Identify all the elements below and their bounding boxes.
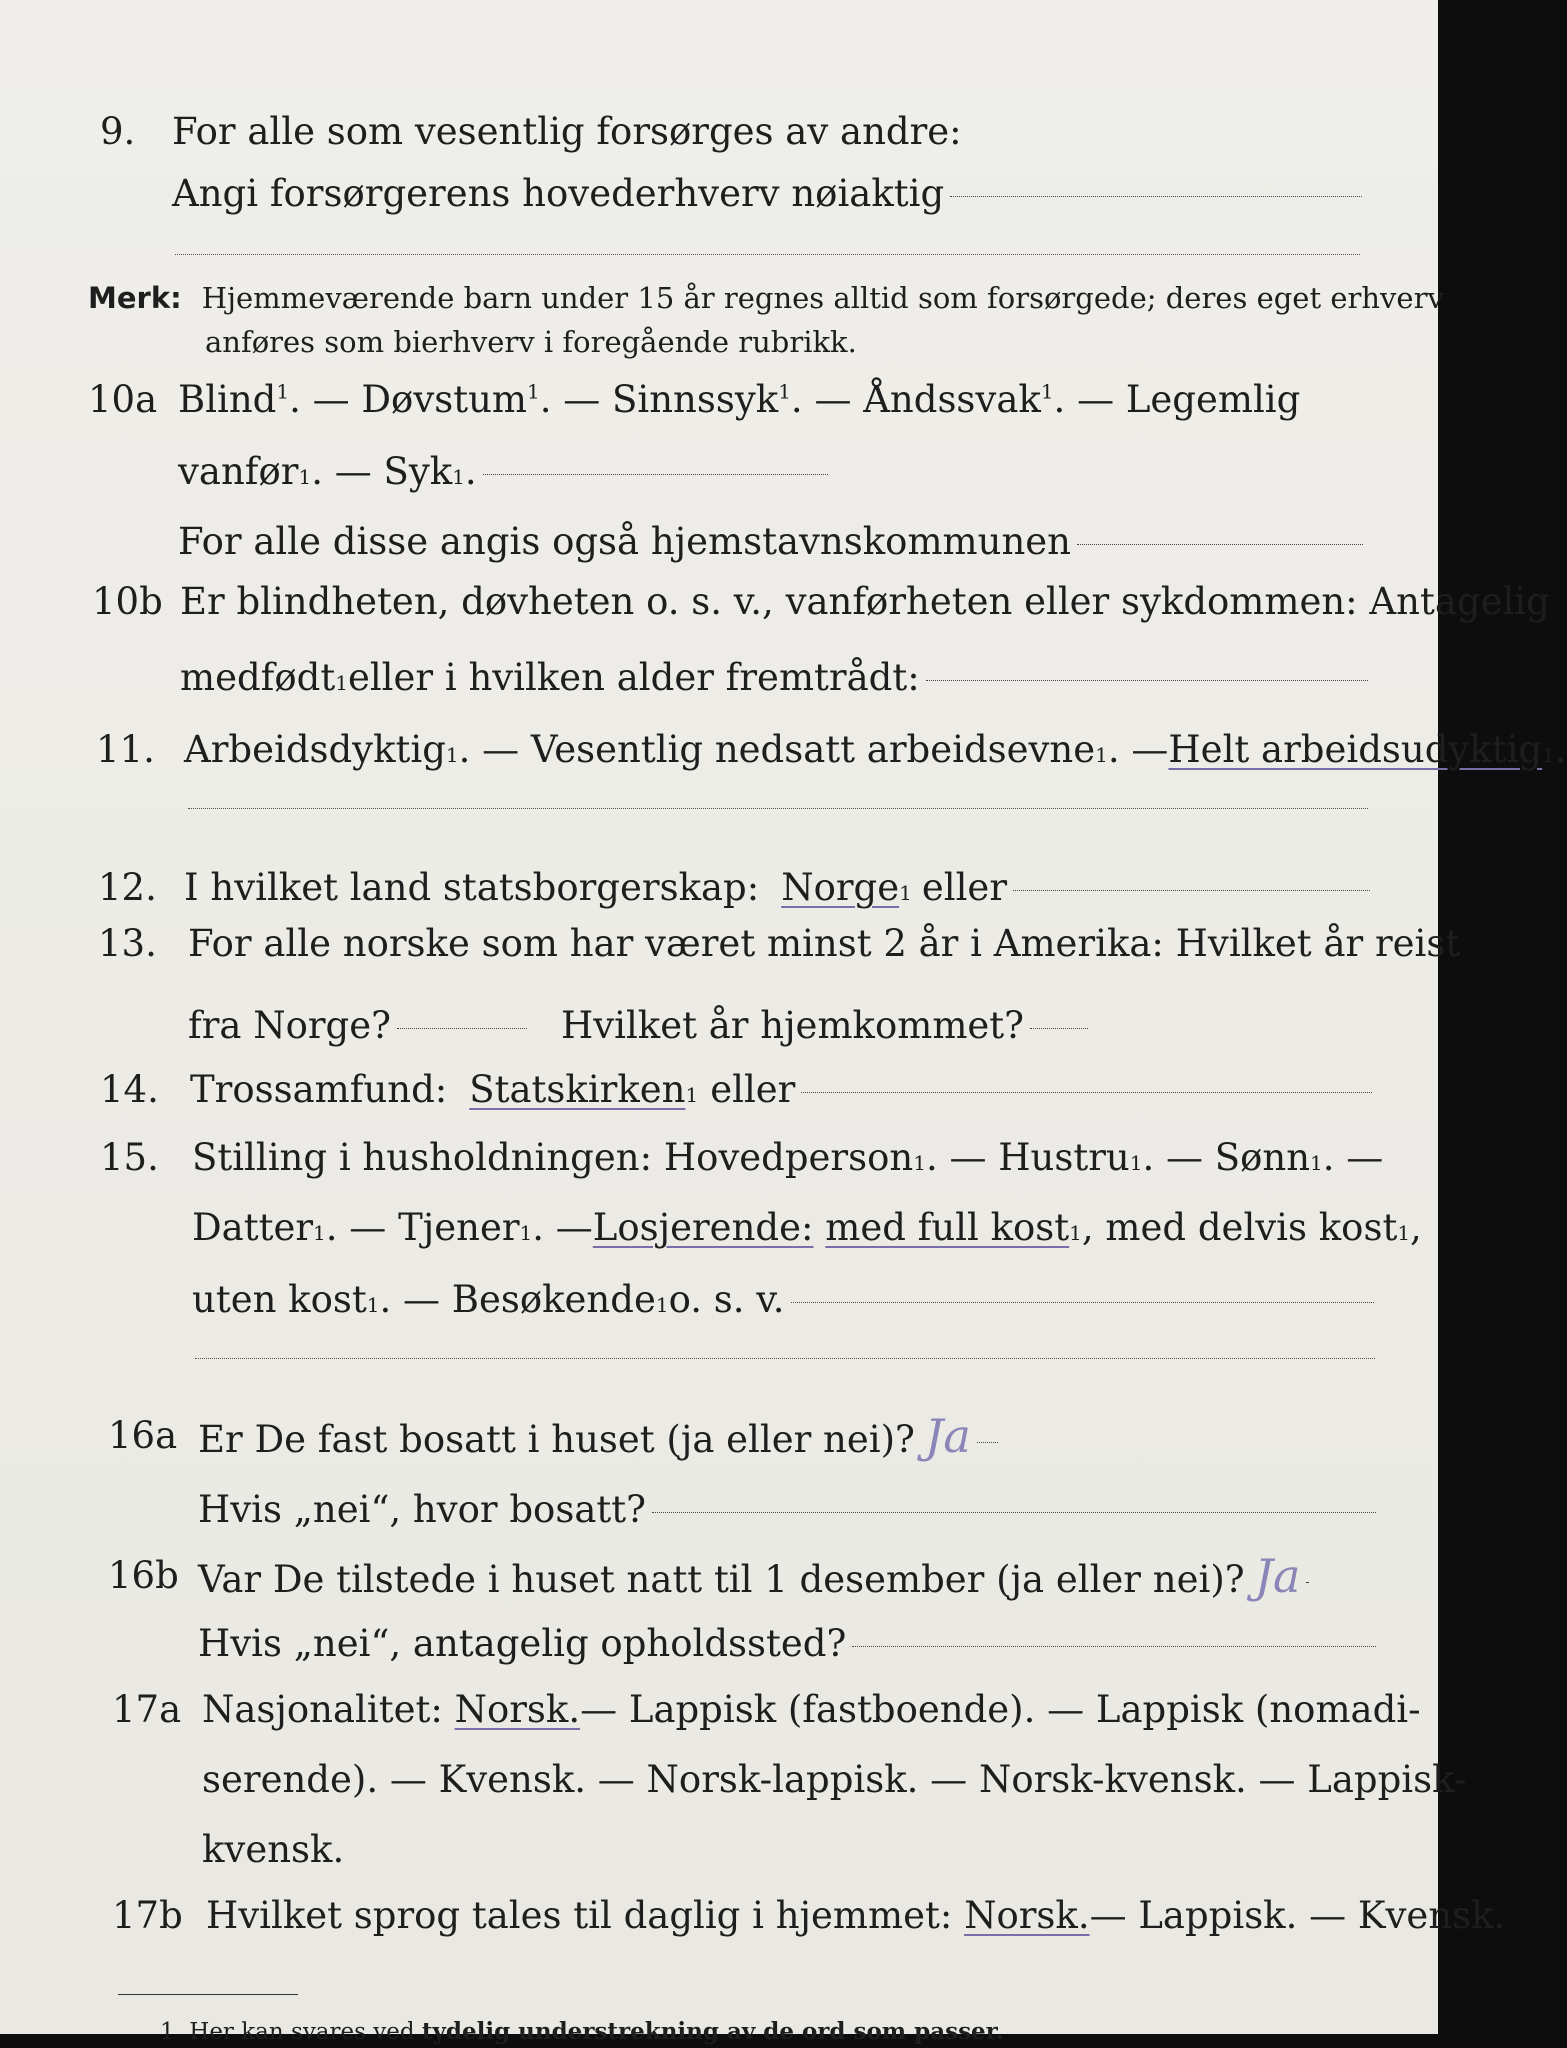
question-text: Stilling i husholdningen: Hovedperson 1 . — Hustru 1 . — Sønn 1 . — bbox=[192, 1136, 1384, 1179]
question-10a-line2: vanfør 1 . — Syk 1 . bbox=[178, 450, 828, 494]
question-16a-line2 bbox=[198, 1488, 1376, 1532]
question-16b-line2 bbox=[198, 1622, 1376, 1666]
question-number: 9. bbox=[100, 110, 136, 153]
option-hustru[interactable]: . — Hustru bbox=[925, 1136, 1130, 1179]
option-andssvak[interactable]: . — Åndssvak bbox=[790, 378, 1041, 421]
question-number: 15. bbox=[100, 1136, 159, 1179]
option-nedsatt-arbeidsevne[interactable]: . — Vesentlig nedsatt arbeidsevne bbox=[458, 728, 1096, 771]
question-text: Nasjonalitet: bbox=[202, 1688, 443, 1731]
question-10a-line3 bbox=[178, 520, 1363, 564]
note-block bbox=[88, 278, 1444, 318]
question-number: 17b bbox=[112, 1894, 183, 1937]
option-hovedperson[interactable]: Stilling i husholdningen: Hovedperson bbox=[192, 1136, 914, 1179]
answer-field-reist[interactable] bbox=[397, 1028, 527, 1029]
separator: . — bbox=[532, 1206, 593, 1249]
footnote-marker: 1 bbox=[1040, 379, 1054, 404]
footnote bbox=[160, 2018, 1004, 2046]
option-dovstum[interactable]: . — Døvstum bbox=[289, 378, 528, 421]
option-uten-kost[interactable]: uten kost bbox=[192, 1278, 367, 1321]
question-13-line2 bbox=[188, 1004, 1088, 1048]
question-text: Trossamfund: Statskirken 1 eller bbox=[190, 1068, 1372, 1112]
nationality-options[interactable]: serende). — Kvensk. — Norsk-lappisk. — Norsk-kvensk. — Lappisk- bbox=[202, 1758, 1467, 1801]
answer-field[interactable] bbox=[950, 196, 1362, 197]
answer-field[interactable] bbox=[652, 1512, 1376, 1513]
question-text: Arbeidsdyktig 1 . — Vesentlig nedsatt arbeidsevne 1 . — Helt arbeidsudyktig 1 . bbox=[184, 728, 1567, 771]
question-text bbox=[198, 1549, 1308, 1603]
answer-field-extra-line[interactable] bbox=[175, 254, 1360, 255]
question-number: 12. bbox=[98, 866, 157, 909]
question-text: I hvilket land statsborgerskap: bbox=[184, 866, 760, 909]
question-text bbox=[198, 1409, 998, 1463]
separator: . — bbox=[1107, 728, 1169, 771]
note-text: anføres som bierhverv i foregående rubrikk. bbox=[205, 325, 857, 359]
option-norsk-selected[interactable]: Norsk. bbox=[454, 1688, 581, 1731]
footnote-marker: 1 bbox=[276, 379, 290, 404]
punctuation: . bbox=[464, 450, 477, 493]
option-tjener[interactable]: . — Tjener bbox=[325, 1206, 520, 1249]
question-15-line3: uten kost 1 . — Besøkende 1 o. s. v. bbox=[192, 1278, 1374, 1322]
question-number: 16a bbox=[108, 1414, 178, 1457]
question-text: I hvilket land statsborgerskap: Norge 1 eller bbox=[184, 866, 1370, 910]
answer-field[interactable] bbox=[926, 680, 1368, 681]
question-9-line2 bbox=[172, 172, 1362, 216]
option-vanfor[interactable]: vanfør bbox=[178, 450, 299, 493]
answer-field[interactable] bbox=[977, 1442, 998, 1443]
option-arbeidsdyktig[interactable]: Arbeidsdyktig bbox=[184, 728, 446, 771]
note-text: Hjemmeværende barn under 15 år regnes alltid som forsørgede; deres eget erhverv bbox=[201, 281, 1444, 315]
answer-field[interactable] bbox=[852, 1646, 1376, 1647]
question-text: Hvis „nei“, hvor bosatt? bbox=[198, 1488, 646, 1531]
question-text: Hvilket år hjemkommet? bbox=[560, 1004, 1025, 1047]
separator: . — bbox=[1322, 1136, 1384, 1179]
answer-field[interactable] bbox=[791, 1302, 1374, 1303]
question-text: Angi forsørgerens hovederhverv nøiaktig bbox=[172, 172, 945, 215]
footnote-marker: 1 bbox=[160, 2019, 175, 2045]
question-text: Trossamfund: bbox=[190, 1068, 448, 1111]
language-options[interactable]: — Lappisk. — Kvensk. bbox=[1089, 1894, 1506, 1937]
handwritten-answer[interactable]: Ja bbox=[1254, 1549, 1301, 1603]
question-text bbox=[178, 378, 1363, 422]
option-syk[interactable]: . — Syk bbox=[311, 450, 453, 493]
option-med-full-kost-selected[interactable]: med full kost bbox=[825, 1206, 1070, 1249]
answer-field[interactable] bbox=[483, 474, 828, 475]
question-number: 14. bbox=[100, 1068, 159, 1111]
option-kvensk[interactable]: kvensk. bbox=[202, 1828, 345, 1871]
footnote-marker: 1 bbox=[778, 379, 791, 404]
option-legemlig[interactable]: . — Legemlig bbox=[1053, 378, 1301, 421]
question-number: 16b bbox=[108, 1554, 179, 1597]
question-text: eller bbox=[921, 866, 1008, 909]
nationality-options[interactable]: — Lappisk (fastboende). — Lappisk (nomadi- bbox=[580, 1688, 1421, 1731]
footnote-divider bbox=[118, 1994, 298, 1995]
question-text: Er blindheten, døvheten o. s. v., vanførheten eller sykdommen: Antagelig bbox=[180, 580, 1550, 623]
question-text: Hvis „nei“, antagelig opholdssted? bbox=[198, 1622, 847, 1665]
option-statskirken-selected[interactable]: Statskirken bbox=[469, 1068, 686, 1111]
question-number: 10b bbox=[92, 580, 163, 623]
option-besokende[interactable]: . — Besøkende bbox=[379, 1278, 656, 1321]
option-norge-selected[interactable]: Norge bbox=[781, 866, 900, 909]
answer-field-extra-line[interactable] bbox=[188, 808, 1368, 809]
option-datter[interactable]: Datter bbox=[192, 1206, 314, 1249]
handwritten-answer[interactable]: Ja bbox=[924, 1409, 971, 1463]
question-text: o. s. v. bbox=[668, 1278, 785, 1321]
question-number: 17a bbox=[112, 1688, 182, 1731]
note-label: Merk: bbox=[88, 281, 182, 315]
question-text: Var De tilstede i huset natt til 1 desember (ja eller nei)? bbox=[198, 1558, 1245, 1601]
punctuation: . bbox=[1554, 728, 1567, 771]
answer-field[interactable] bbox=[1306, 1582, 1308, 1583]
option-sinnssyk[interactable]: . — Sinnssyk bbox=[539, 378, 779, 421]
option-losjerende-selected[interactable]: Losjerende: bbox=[592, 1206, 814, 1249]
question-15-line2: Datter 1 . — Tjener 1 . — Losjerende: med full kost 1 , med delvis kost 1 , bbox=[192, 1206, 1422, 1249]
question-text: For alle disse angis også hjemstavnskommunen bbox=[178, 520, 1072, 563]
punctuation: , bbox=[1410, 1206, 1422, 1249]
option-med-delvis-kost[interactable]: , med delvis kost bbox=[1081, 1206, 1398, 1249]
question-number: 11. bbox=[96, 728, 155, 771]
answer-field-extra-line[interactable] bbox=[195, 1358, 1375, 1359]
answer-field[interactable] bbox=[1013, 890, 1370, 891]
answer-field[interactable] bbox=[1077, 544, 1363, 545]
question-number: 10a bbox=[88, 378, 158, 421]
footnote-text-bold: tydelig understrekning av de ord som passer. bbox=[421, 2018, 1004, 2045]
question-text: Hvilket sprog tales til daglig i hjemmet: bbox=[206, 1894, 953, 1937]
footnote-text: Her kan svares ved bbox=[189, 2019, 422, 2045]
question-number: 13. bbox=[98, 922, 157, 965]
question-text bbox=[202, 1688, 1421, 1732]
option-helt-arbeidsudyktig-selected[interactable]: Helt arbeidsudyktig bbox=[1168, 728, 1543, 771]
question-text: fra Norge? bbox=[188, 1004, 391, 1047]
question-text bbox=[206, 1894, 1505, 1938]
option-blind[interactable]: Blind bbox=[178, 378, 277, 421]
option-medfodt[interactable]: medfødt bbox=[180, 656, 336, 699]
question-10b-line2: medfødt 1 eller i hvilken alder fremtrådt: bbox=[180, 656, 1368, 700]
footnote-marker: 1 bbox=[527, 379, 540, 404]
question-text: eller i hvilken alder fremtrådt: bbox=[347, 656, 920, 699]
question-text: Er De fast bosatt i huset (ja eller nei)? bbox=[198, 1418, 915, 1461]
answer-field[interactable] bbox=[801, 1092, 1372, 1093]
answer-field-hjemkommet[interactable] bbox=[1030, 1028, 1088, 1029]
question-text: For alle norske som har været minst 2 år i Amerika: Hvilket år reist bbox=[188, 922, 1461, 965]
option-sonn[interactable]: . — Sønn bbox=[1142, 1136, 1311, 1179]
question-text: eller bbox=[710, 1068, 796, 1111]
question-text: For alle som vesentlig forsørges av andre: bbox=[172, 110, 962, 153]
option-norsk-selected[interactable]: Norsk. bbox=[964, 1894, 1090, 1937]
